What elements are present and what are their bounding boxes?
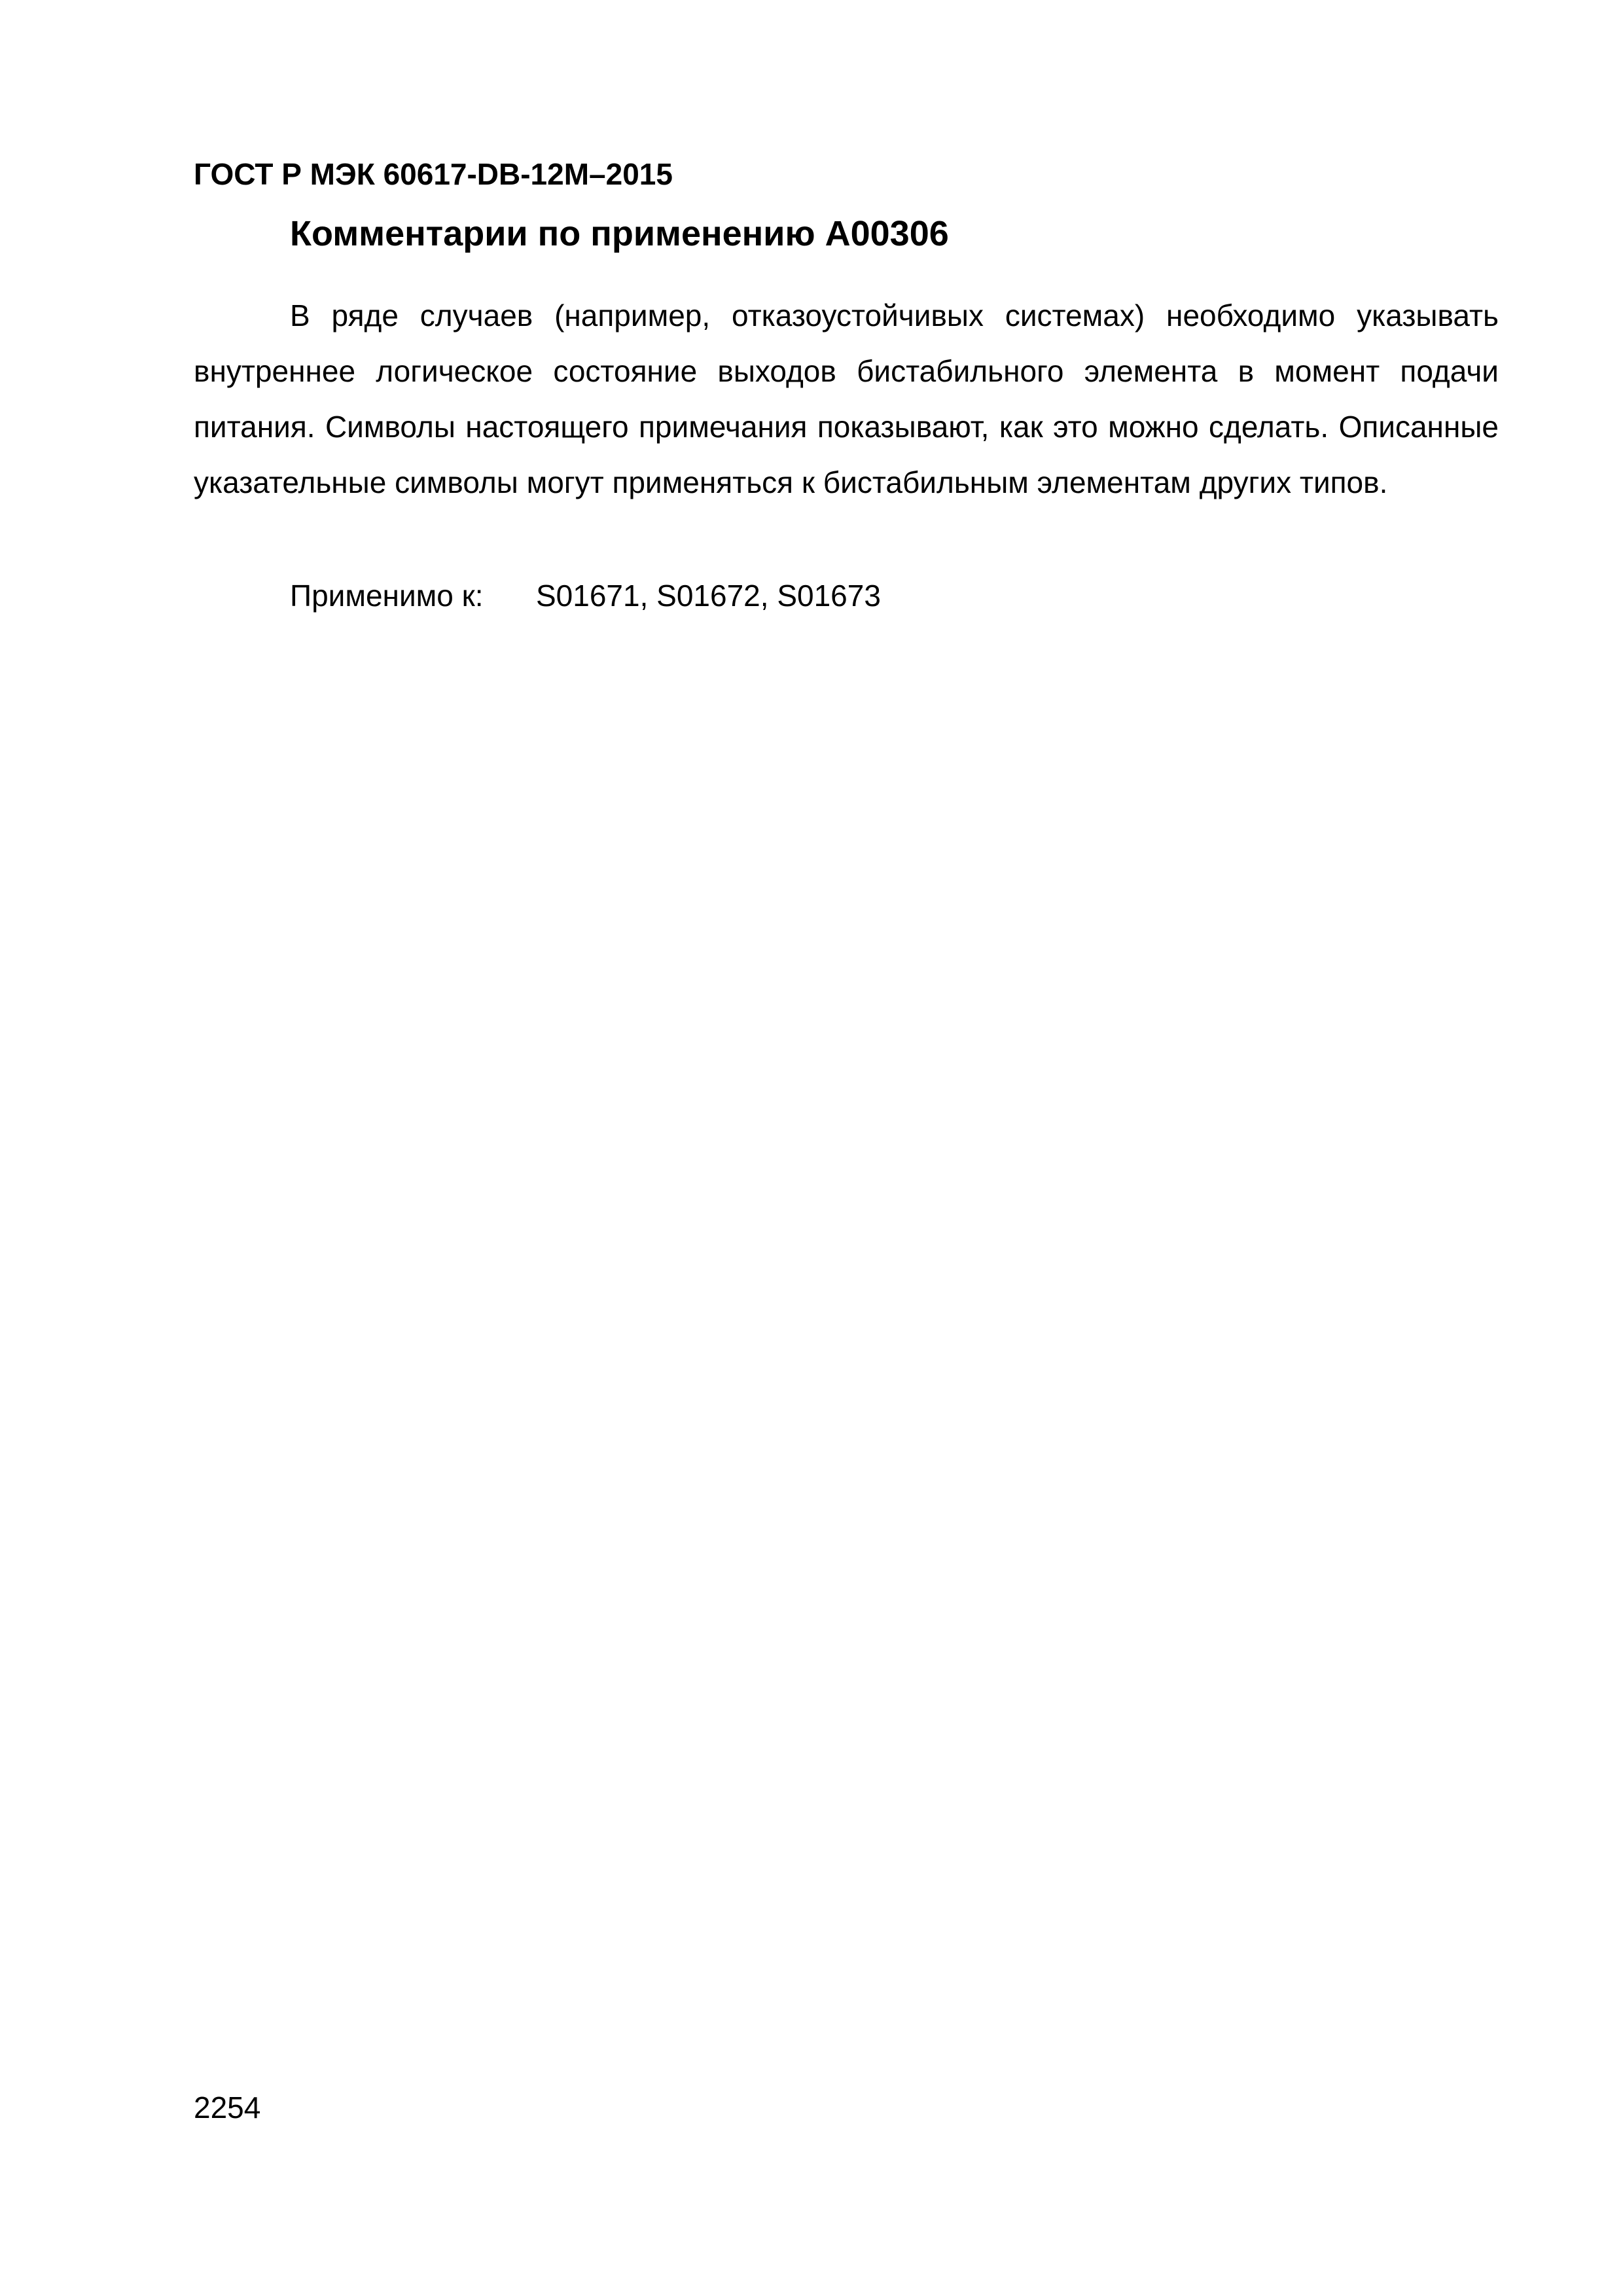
applies-to-label: Применимо к: [290,579,484,613]
applies-to-row [290,568,881,624]
page-number: 2254 [194,2090,261,2125]
section-title: Комментарии по применению A00306 [290,214,949,253]
applies-to-values: S01671, S01672, S01673 [536,579,881,613]
standard-header: ГОСТ Р МЭК 60617-DB-12M–2015 [194,157,673,191]
body-paragraph: В ряде случаев (например, отказоустойчивых системах) необходимо указывать внутреннее логическое состояние выходов бистабильного элемента в момент подачи питания. Символы настоящего примечания показывают, как это можно сделать. Описанные указательные символы могут применяться к бистабильным элементам других типов. [194,298,1499,499]
